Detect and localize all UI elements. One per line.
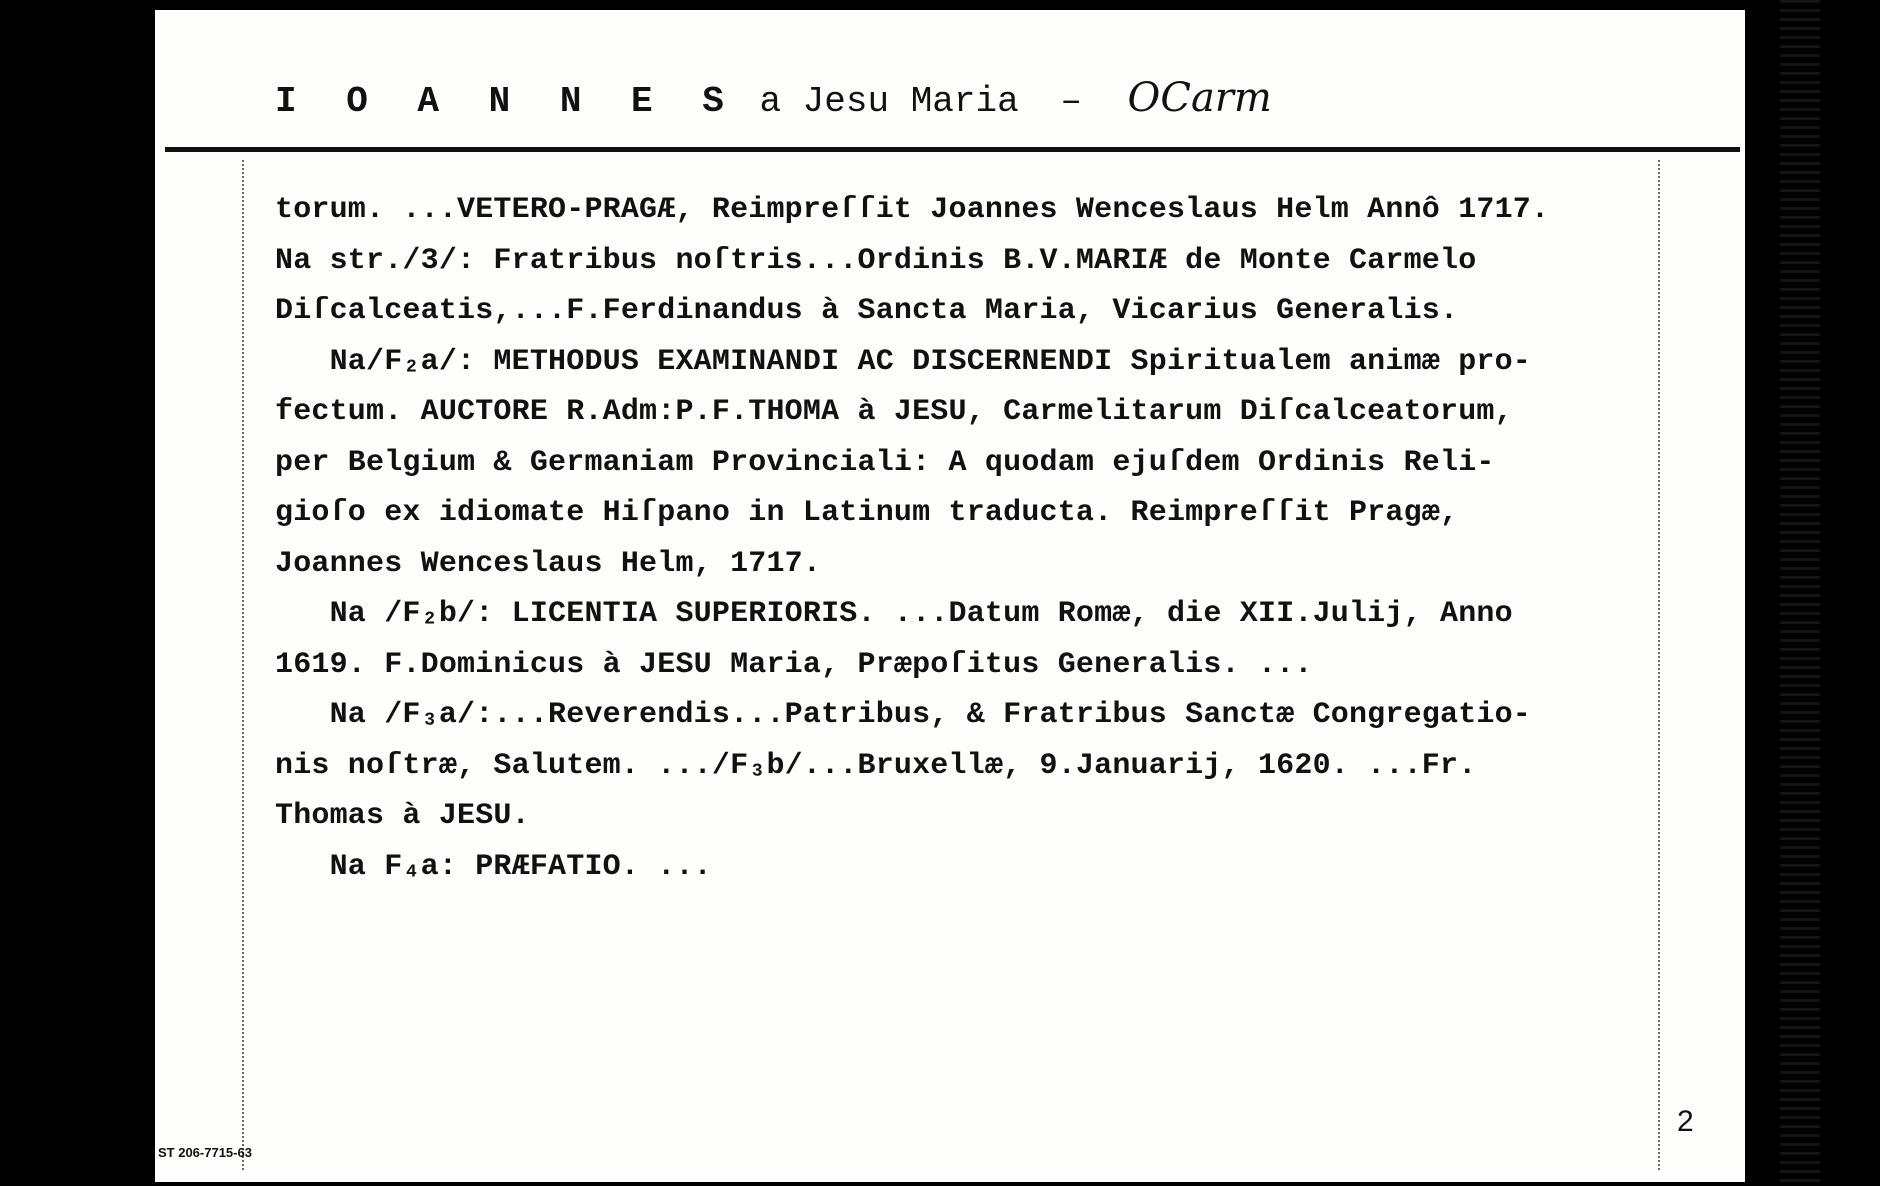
text-line: Thomas à JESU. bbox=[275, 799, 530, 833]
handwritten-annotation: OCarm bbox=[1127, 75, 1272, 121]
text-line: Na/F₂a/: METHODUS EXAMINANDI AC DISCERNENDI Spiritualem animæ pro- bbox=[275, 344, 1532, 379]
text-line: Na F₄a: PRÆFATIO. ... bbox=[275, 849, 712, 884]
right-margin-line bbox=[1658, 160, 1660, 1170]
left-margin-line bbox=[242, 160, 244, 1170]
scan-edge-marks bbox=[1780, 0, 1820, 1186]
heading-separator: – bbox=[1060, 81, 1082, 122]
text-line: Na /F₂b/: LICENTIA SUPERIORIS. ...Datum Romæ, die XII.Julij, Anno bbox=[275, 597, 1513, 631]
form-code: ST 206-7715-63 bbox=[158, 1145, 252, 1160]
heading-name: a Jesu Maria bbox=[759, 81, 1019, 122]
text-line: torum. ...VETERO-PRAGÆ, Reimpreſſit Joannes Wenceslaus Helm Annô 1717. bbox=[275, 193, 1550, 227]
card-body-text bbox=[275, 185, 1655, 892]
text-line: Joannes Wenceslaus Helm, 1717. bbox=[275, 546, 822, 581]
page-number: 2 bbox=[1677, 1105, 1694, 1138]
text-line: 1619. F.Dominicus à JESU Maria, Præpoſitus Generalis. ... bbox=[275, 647, 1313, 682]
heading-surname: I O A N N E S bbox=[275, 81, 738, 122]
text-line: per Belgium & Germaniam Provinciali: A quodam ejuſdem Ordinis Reli- bbox=[275, 445, 1495, 480]
heading-rule bbox=[165, 147, 1740, 152]
text-line: fectum. AUCTORE R.Adm:P.F.THOMA à JESU, Carmelitarum Diſcalceatorum, bbox=[275, 395, 1513, 429]
text-line: Na str./3/: Fratribus noſtris...Ordinis B.V.MARIÆ de Monte Carmelo bbox=[275, 243, 1477, 278]
text-line: nis noſtræ, Salutem. .../F₃b/...Bruxellæ, 9.Januarij, 1620. ...Fr. bbox=[275, 748, 1477, 783]
text-line: Na /F₃a/:...Reverendis...Patribus, & Fratribus Sanctæ Congregatio- bbox=[275, 698, 1532, 732]
card-heading bbox=[275, 75, 1272, 122]
catalog-card bbox=[155, 10, 1745, 1182]
text-line: gioſo ex idiomate Hiſpano in Latinum traducta. Reimpreſſit Pragæ, bbox=[275, 496, 1459, 530]
text-line: Diſcalceatis,...F.Ferdinandus à Sancta Maria, Vicarius Generalis. bbox=[275, 294, 1459, 328]
